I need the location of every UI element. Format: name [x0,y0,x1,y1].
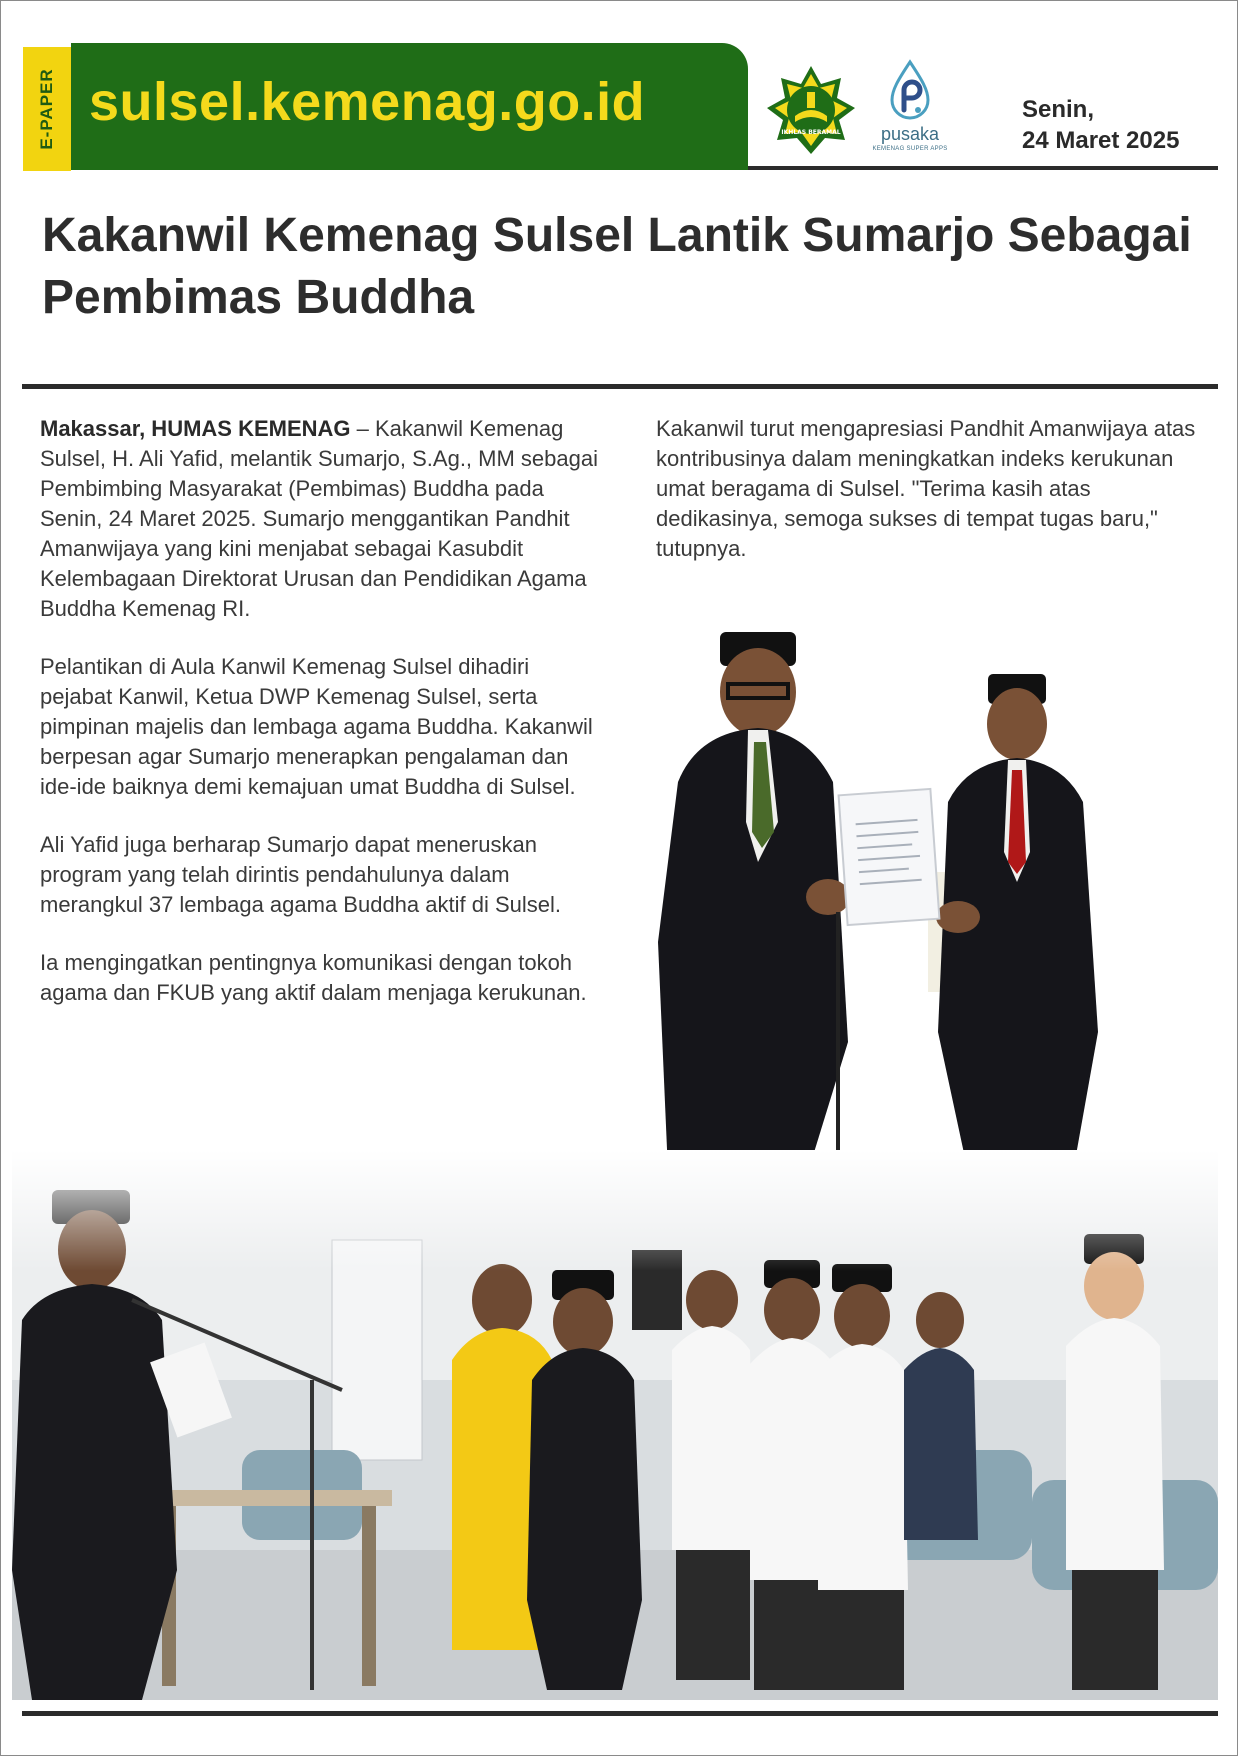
article-paragraph-5: Kakanwil turut mengapresiasi Pandhit Amanwijaya atas kontribusinya dalam meningkatkan indeks kerukunan umat beragama di Sulsel. "Terima kasih atas dedikasinya, semoga sukses di tempat tugas baru," tutupnya. [656,416,1196,561]
pusaka-drop-icon [870,58,950,122]
date-day: Senin, [1022,96,1095,123]
footer-rule [22,1711,1218,1716]
photo-swearing-in-ceremony [12,1150,1218,1700]
pusaka-name: pusaka [880,124,940,144]
site-title[interactable]: sulsel.kemenag.go.id [89,72,646,132]
site-banner [71,43,748,170]
article-headline: Kakanwil Kemenag Sulsel Lantik Sumarjo Sebagai Pembimas Buddha [42,209,1192,324]
pusaka-logo [870,58,950,158]
headline-rule [22,384,1218,389]
epaper-tab [23,47,71,171]
article-paragraph-3: Ali Yafid juga berharap Sumarjo dapat meneruskan program yang telah dirintis pendahulunya dalam merangkul 37 lembaga agama Buddha aktif di Sulsel. [40,832,561,917]
header-rule [748,166,1218,170]
article-column-left [40,414,600,1036]
kemenag-logo-text: IKHLAS BERAMAL [781,129,841,136]
photo-handover-decree [658,612,1158,1172]
kemenag-logo-icon [765,64,857,156]
article-paragraph-1-text: – Kakanwil Kemenag Sulsel, H. Ali Yafid, melantik Sumarjo, S.Ag., MM sebagai Pembimbing Masyarakat (Pembimas) Buddha pada Senin, 24 Maret 2025. Sumarjo menggantikan Pandhit Amanwijaya yang kini menjabat sebagai Kasubdit Kelembagaan Direktorat Urusan dan Pendidikan Agama Buddha Kemenag RI. [40,416,598,621]
article-paragraph-1 [40,414,600,624]
article-column-right [656,414,1196,592]
article-paragraph-4: Ia mengingatkan pentingnya komunikasi dengan tokoh agama dan FKUB yang aktif dalam menjaga kerukunan. [40,950,587,1005]
date-full: 24 Maret 2025 [1022,127,1180,154]
epaper-label: E-PAPER [37,68,56,150]
article-paragraph-2: Pelantikan di Aula Kanwil Kemenag Sulsel dihadiri pejabat Kanwil, Ketua DWP Kemenag Sulsel, serta pimpinan majelis dan lembaga agama Buddha. Kakanwil berpesan agar Sumarjo menerapkan pengalaman dan ide-ide baiknya demi kemajuan umat Buddha di Sulsel. [40,654,593,799]
pusaka-tagline: KEMENAG SUPER APPS [872,146,948,152]
article-dateline: Makassar, HUMAS KEMENAG [40,416,351,441]
